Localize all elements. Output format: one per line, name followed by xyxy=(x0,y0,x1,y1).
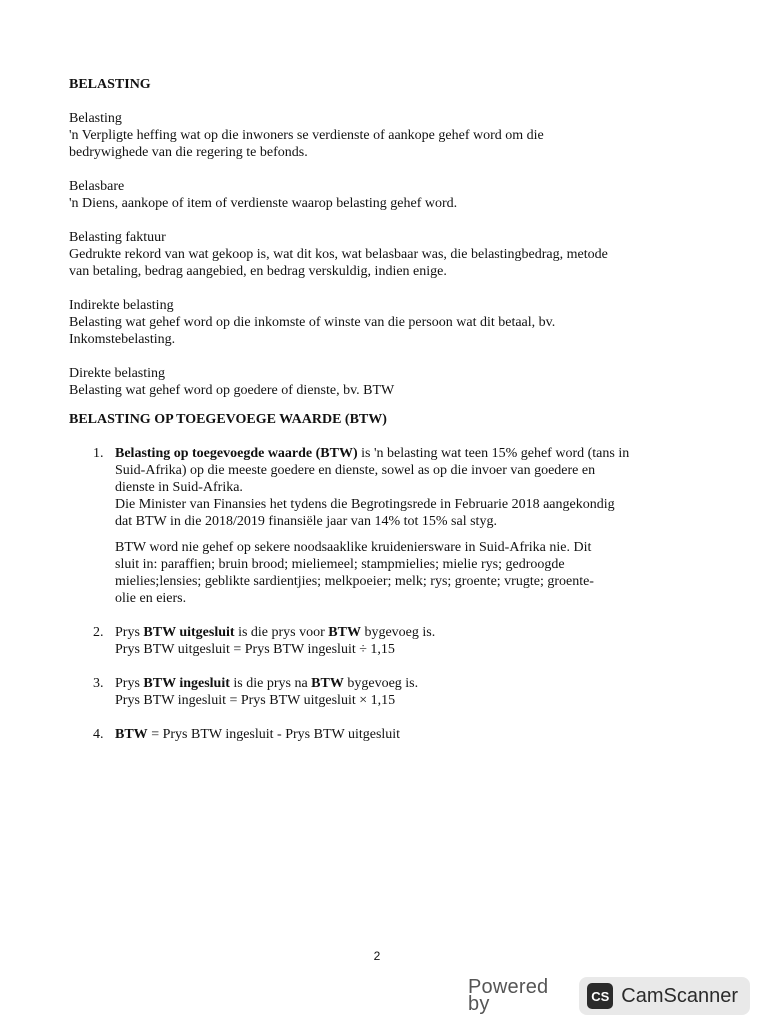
formula-line: Prys BTW ingesluit = Prys BTW uitgesluit × 1,15 xyxy=(115,693,396,708)
definition-belasbare xyxy=(69,178,694,212)
bold-term: BTW uitgesluit xyxy=(143,625,235,640)
list-item xyxy=(69,675,694,709)
bold-term: Belasting op toegevoegde waarde (BTW) xyxy=(115,446,358,461)
section-title: BELASTING OP TOEGEVOEGE WAARDE (BTW) xyxy=(69,412,387,427)
text-run: is 'n belasting wat teen 15% gehef word (tans in xyxy=(357,446,630,461)
list-text xyxy=(115,726,694,743)
definition-line: van betaling, bedrag aangebied, en bedrag verskuldig, indien enige. xyxy=(69,264,447,279)
bold-term: BTW xyxy=(328,625,361,640)
list-number: 3. xyxy=(93,676,104,691)
powered-by-label: Powered by xyxy=(468,976,549,1015)
definition-line: 'n Diens, aankope of item of verdienste waarop belasting gehef word. xyxy=(69,196,458,211)
definition-line: bedrywighede van die regering te befonds. xyxy=(69,145,308,160)
definition-direkte-belasting xyxy=(69,365,694,399)
term-label: Belasting faktuur xyxy=(69,230,166,245)
definition-line: Gedrukte rekord van wat gekoop is, wat dit kos, wat belasbaar was, die belastingbedrag, metode xyxy=(69,247,608,262)
definition-belasting xyxy=(69,110,694,161)
text-run: is die prys na xyxy=(229,676,312,691)
page-number: 2 xyxy=(373,949,381,963)
camscanner-watermark xyxy=(468,976,750,1016)
term-label: Belasbare xyxy=(69,179,125,194)
list-line: dat BTW in die 2018/2019 finansiële jaar van 14% tot 15% sal styg. xyxy=(115,514,497,529)
term-label: Direkte belasting xyxy=(69,366,166,381)
definition-indirekte-belasting xyxy=(69,297,694,348)
camscanner-brand: CamScanner xyxy=(621,984,738,1007)
list-line: sluit in: paraffien; bruin brood; mieliemeel; stampmielies; mielie rys; gedroogde xyxy=(115,557,565,572)
list-number: 1. xyxy=(93,446,104,461)
term-label: Indirekte belasting xyxy=(69,298,174,313)
list-text xyxy=(115,675,694,692)
list-line: mielies;lensies; geblikte sardientjies; melkpoeier; melk; rys; groente; vrugte; groente- xyxy=(115,574,594,589)
bold-term: BTW xyxy=(115,727,148,742)
text-run: Prys xyxy=(115,676,144,691)
list-text xyxy=(115,445,694,462)
page-title: BELASTING xyxy=(69,77,151,92)
text-run: Prys xyxy=(115,625,144,640)
list-number: 4. xyxy=(93,727,104,742)
list-item xyxy=(69,726,694,743)
text-run: is die prys voor xyxy=(234,625,329,640)
list-item xyxy=(69,624,694,658)
term-label: Belasting xyxy=(69,111,122,126)
list-line: olie en eiers. xyxy=(115,591,187,606)
list-line: Suid-Afrika) op die meeste goedere en dienste, sowel as op die invoer van goedere en xyxy=(115,463,596,478)
definition-belasting-faktuur xyxy=(69,229,694,280)
list-text xyxy=(115,624,694,641)
definition-line: Belasting wat gehef word op goedere of dienste, bv. BTW xyxy=(69,383,395,398)
btw-list xyxy=(69,445,694,743)
camscanner-icon: CS xyxy=(587,983,613,1009)
list-item xyxy=(69,445,694,607)
definition-line: 'n Verpligte heffing wat op die inwoners se verdienste of aankope gehef word om die xyxy=(69,128,544,143)
list-line: Die Minister van Finansies het tydens die Begrotingsrede in Februarie 2018 aangekondig xyxy=(115,497,615,512)
text-run: = Prys BTW ingesluit - Prys BTW uitgesluit xyxy=(147,727,401,742)
formula-line: Prys BTW uitgesluit = Prys BTW ingesluit ÷ 1,15 xyxy=(115,642,395,657)
text-run: bygevoeg is. xyxy=(360,625,436,640)
bold-term: BTW xyxy=(311,676,344,691)
list-line: BTW word nie gehef op sekere noodsaaklike kruideniersware in Suid-Afrika nie. Dit xyxy=(115,540,592,555)
bold-term: BTW ingesluit xyxy=(143,676,230,691)
definition-line: Belasting wat gehef word op die inkomste of winste van die persoon wat dit betaal, bv. xyxy=(69,315,556,330)
text-run: bygevoeg is. xyxy=(343,676,419,691)
camscanner-logo-box xyxy=(579,977,750,1015)
document-page xyxy=(69,76,694,743)
definition-line: Inkomstebelasting. xyxy=(69,332,176,347)
list-line: dienste in Suid-Afrika. xyxy=(115,480,243,495)
list-number: 2. xyxy=(93,625,104,640)
